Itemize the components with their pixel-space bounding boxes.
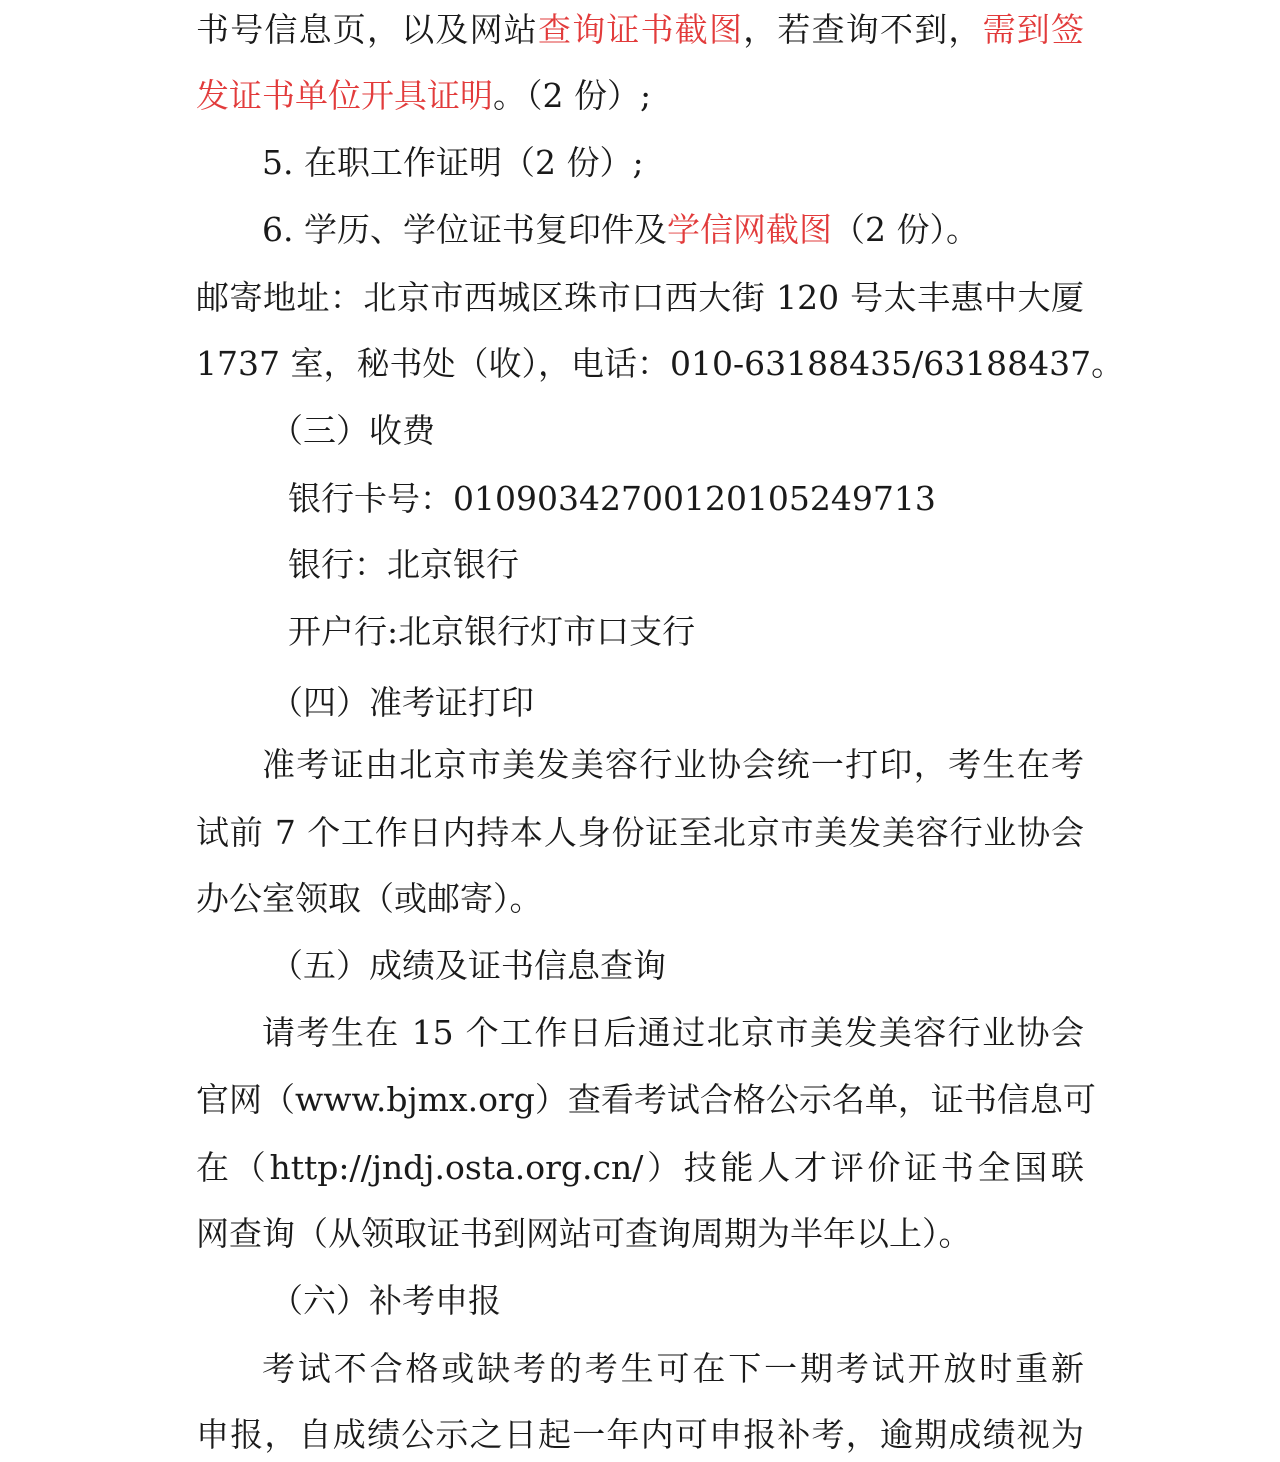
admission-line-3: [196, 879, 543, 919]
admission-line-1: [262, 745, 1084, 785]
results-text-4: 网查询（从领取证书到网站可查询周期为半年以上）。: [196, 1214, 972, 1253]
fee-heading-text: （三）收费: [270, 411, 435, 450]
item4-text-b: ，若查询不到，: [743, 10, 983, 49]
results-text-1: 请考生在 15 个工作日后通过北京市美发美容行业协会: [262, 1013, 1084, 1052]
item-6-text-a: 6. 学历、学位证书复印件及: [262, 210, 667, 249]
results-text-2: 官网（www.bjmx.org）查看考试合格公示名单，证书信息可: [196, 1080, 1096, 1119]
bank-card-number: [288, 479, 936, 519]
results-line-3: [196, 1148, 1084, 1188]
item-6: [262, 210, 979, 250]
makeup-line-1: [262, 1349, 1084, 1389]
makeup-text-2: 申报，自成绩公示之日起一年内可申报补考，逾期成绩视为: [196, 1415, 1084, 1454]
admission-line-2: [196, 813, 1084, 853]
makeup-line-2: [196, 1415, 1084, 1455]
item4-line-1: [196, 10, 1084, 50]
fee-heading: [270, 411, 435, 451]
admission-heading: [270, 683, 534, 723]
results-line-2: [196, 1080, 1096, 1120]
bank-card-number-text: 银行卡号：01090342700120105249713: [288, 479, 936, 518]
results-text-3: 在（http://jndj.osta.org.cn/）技能人才评价证书全国联: [196, 1148, 1084, 1187]
bank-name: [288, 545, 519, 585]
admission-text-1: 准考证由北京市美发美容行业协会统一打印，考生在考: [262, 745, 1084, 784]
admission-text-3: 办公室领取（或邮寄）。: [196, 879, 543, 918]
makeup-heading: [270, 1281, 501, 1321]
makeup-heading-text: （六）补考申报: [270, 1281, 501, 1320]
results-line-1: [262, 1013, 1084, 1053]
item4-text-c: 。（2 份）;: [493, 76, 652, 115]
item-6-red-chsi: 学信网截图: [666, 210, 832, 249]
item4-text-a: 书号信息页，以及网站: [196, 10, 538, 49]
admission-heading-text: （四）准考证打印: [270, 683, 534, 722]
makeup-text-1: 考试不合格或缺考的考生可在下一期考试开放时重新: [262, 1349, 1084, 1388]
item4-line-2: [196, 76, 651, 116]
bank-branch-text: 开户行:北京银行灯市口支行: [288, 612, 696, 651]
item-6-text-b: （2 份）。: [831, 210, 979, 249]
mailing-address-line-1: [196, 278, 1084, 318]
bank-branch: [288, 612, 695, 652]
admission-text-2: 试前 7 个工作日内持本人身份证至北京市美发美容行业协会: [196, 813, 1084, 852]
item-5-text: 5. 在职工作证明（2 份）;: [262, 143, 644, 182]
mailing-address-line-2: [196, 344, 1124, 384]
results-heading: [270, 946, 666, 986]
bank-name-text: 银行：北京银行: [288, 545, 519, 584]
item-5: [262, 143, 644, 183]
results-line-4: [196, 1214, 972, 1254]
item4-red-issuer-a: 需到签: [982, 10, 1085, 49]
item4-red-query-screenshot: 查询证书截图: [538, 10, 744, 49]
item4-red-issuer-b: 发证书单位开具证明: [196, 76, 493, 115]
mailing-address-text-2: 1737 室，秘书处（收），电话：010-63188435/63188437。: [196, 344, 1125, 383]
mailing-address-text-1: 邮寄地址：北京市西城区珠市口西大街 120 号太丰惠中大厦: [196, 278, 1084, 317]
results-heading-text: （五）成绩及证书信息查询: [270, 946, 666, 985]
